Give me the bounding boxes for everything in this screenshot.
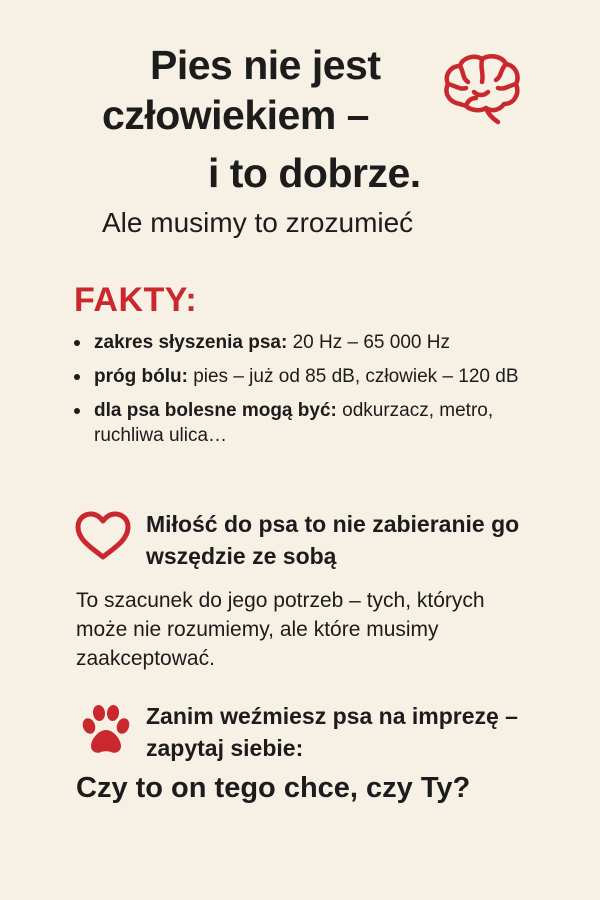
brain-icon: [440, 52, 522, 130]
bullet-icon: [74, 408, 80, 414]
facts-heading: FAKTY:: [74, 281, 198, 319]
title-line-3: i to dobrze.: [208, 150, 421, 196]
fact-item-pain-threshold: [74, 364, 544, 389]
heart-icon: [74, 510, 132, 562]
facts-list: [74, 330, 544, 457]
final-question: Czy to on tego chce, czy Ty?: [76, 772, 471, 804]
fact-item-hearing: [74, 330, 544, 355]
fact-text: odkurzacz, metro, ruchliwa ulica…: [94, 400, 494, 446]
party-question: Zanim weźmiesz psa na imprezę – zapytaj siebie:: [146, 703, 518, 761]
paw-icon: [78, 704, 134, 756]
title-line-1: Pies nie jest: [150, 42, 381, 88]
fact-label: zakres słyszenia psa:: [94, 332, 288, 353]
title-line-2: człowiekiem –: [102, 92, 369, 138]
subtitle: Ale musimy to zrozumieć: [102, 207, 414, 238]
fact-item-painful-sounds: [74, 398, 544, 448]
bullet-icon: [74, 340, 80, 346]
love-body: To szacunek do jego potrzeb – tych, których może nie rozumiemy, ale które musimy zaakceptować.: [76, 589, 485, 670]
fact-label: próg bólu:: [94, 366, 188, 387]
bullet-icon: [74, 374, 80, 380]
fact-text: pies – już od 85 dB, człowiek – 120 dB: [193, 366, 519, 387]
love-title: Miłość do psa to nie zabieranie go wszędzie ze sobą: [146, 511, 520, 569]
fact-text: 20 Hz – 65 000 Hz: [292, 332, 450, 353]
fact-label: dla psa bolesne mogą być:: [94, 400, 337, 421]
